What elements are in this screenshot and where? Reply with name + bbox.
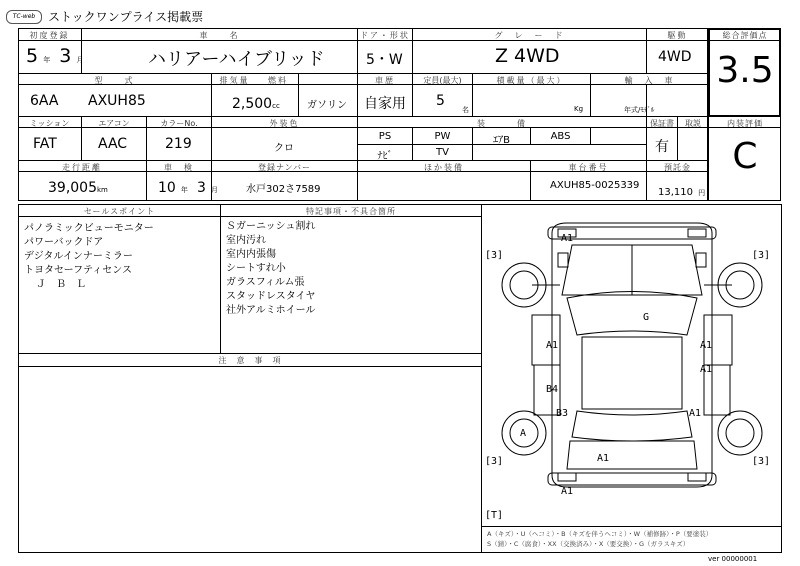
logo-text: TC-web (12, 13, 36, 20)
load-unit: Kg (574, 105, 584, 113)
import-unit: 年式/ﾓﾃﾞﾙ (624, 106, 655, 114)
version-label: ver 00000001 (708, 555, 758, 563)
damage-mark: A1 (700, 364, 713, 375)
license-plate: 水戸302さ7589 (246, 184, 321, 195)
list-item: シートすれ小 (226, 263, 286, 274)
damage-mark: A1 (689, 408, 702, 419)
list-item: 社外アルミホイール (226, 305, 316, 316)
door-header: ドア・形状 (360, 31, 410, 40)
displacement-unit: cc (272, 102, 280, 110)
reg-year-unit: 年 (43, 56, 51, 64)
deposit-header: 預託金 (664, 163, 691, 172)
inspection-header: 車 検 (164, 163, 194, 172)
equip-pw: PW (434, 131, 451, 142)
deposit-unit: 円 (698, 189, 706, 197)
tire-tread-rear-left: [3] (485, 456, 504, 467)
mileage-unit: km (97, 186, 108, 194)
list-item: Ｓガーニッシュ割れ (226, 221, 316, 232)
reg-month: 3 (59, 45, 72, 67)
warranty-header: 保証書 (650, 119, 674, 128)
plate-header: 登録ナンバー (257, 163, 312, 172)
car-damage-diagram (482, 205, 780, 525)
caution-title: 注 意 事 項 (218, 356, 282, 365)
mileage-value: 39,005 (48, 180, 97, 196)
mileage (48, 177, 108, 196)
legend-line: S（錆）・C（腐食）・XX（交換済み）・X（要交換）・G（ガラスキズ） (487, 540, 690, 548)
model-header: 型 式 (94, 76, 135, 85)
score-header: 総合評価点 (722, 31, 768, 40)
equip-navi: ﾅﾋﾞ (377, 151, 393, 162)
list-item: パノラミックビューモニター (24, 223, 154, 234)
tire-tread-front-left: [3] (485, 250, 504, 261)
interior-score: C (732, 136, 758, 177)
reg-month-unit: 月 (76, 56, 84, 64)
reg-date (26, 45, 83, 67)
reg-year: 5 (26, 45, 39, 67)
mission-header: ミッション (29, 119, 70, 128)
damage-mark: G (643, 312, 650, 323)
manual-header: 取説 (685, 119, 701, 128)
overall-score: 3.5 (716, 50, 774, 91)
inspection-year: 10 (158, 180, 176, 196)
list-item: ガラスフィルム張 (226, 277, 305, 288)
list-item: スタッドレスタイヤ (226, 291, 316, 302)
damage-mark: B3 (556, 408, 569, 419)
sales-points-title: セールスポイント (83, 207, 156, 216)
mission-type: FAT (33, 136, 57, 152)
load-header: 積載量（最大） (496, 76, 567, 85)
exterior-color: クロ (274, 143, 294, 154)
capacity-unit: 名 (462, 106, 469, 114)
equip-ps: PS (378, 131, 392, 142)
car-name-header: 車 名 (199, 31, 240, 40)
damage-mark: A1 (597, 453, 610, 464)
deposit (658, 180, 705, 199)
inspection-month: 3 (197, 180, 206, 196)
other-equip-header: ほか装備 (424, 163, 464, 172)
special-notes-title: 特記事項・不具合箇所 (306, 207, 396, 216)
displacement-value: 2,500 (232, 96, 273, 112)
damage-mark: A (520, 428, 527, 439)
special-notes-list (226, 220, 316, 318)
equip-tv: TV (436, 147, 449, 158)
fuel-type: ガソリン (307, 100, 347, 111)
usage-type: 自家用 (364, 96, 406, 112)
door-type: 5・W (366, 52, 403, 68)
legend-line: A（キズ）・U（ヘコミ）・B（キズを伴うヘコミ）・W（補修跡）・P（要塗装） (487, 530, 713, 538)
damage-mark: A1 (700, 340, 713, 351)
chassis-header: 車台番号 (568, 163, 609, 172)
list-item: 室内内張傷 (226, 249, 276, 260)
list-item: パワーバックドア (24, 237, 104, 248)
model-code: AXUH85 (88, 93, 146, 109)
inspection-month-unit: 月 (211, 186, 219, 194)
equip-airbag: ｴｱB (493, 135, 510, 146)
deposit-value: 13,110 (658, 187, 693, 198)
inspection-date (158, 177, 218, 196)
damage-mark: B4 (546, 384, 559, 395)
reg-date-header: 初度登録 (29, 31, 70, 40)
warranty-value: 有 (655, 139, 669, 155)
page-title: ストックワンプライス掲載票 (48, 10, 204, 24)
mileage-header: 走行距離 (62, 163, 102, 172)
list-item: デジタルインナーミラー (24, 251, 133, 262)
damage-mark: A1 (561, 486, 574, 497)
equip-abs: ABS (550, 131, 571, 142)
chassis-number: AXUH85-0025339 (550, 180, 640, 191)
tire-tread-rear-right: [3] (752, 456, 771, 467)
color-number: 219 (165, 136, 192, 152)
ac-header: エアコン (98, 119, 130, 128)
usage-header: 車歴 (375, 76, 395, 85)
grade-header: グ レ ー ド (494, 31, 565, 40)
tire-tread-spare: [T] (485, 510, 504, 521)
displacement (232, 93, 280, 112)
list-item: 室内汚れ (226, 235, 266, 246)
capacity-header: 定員(最大) (423, 76, 462, 85)
cc-header: 排気量 (219, 76, 250, 85)
capacity-value: 5 (436, 93, 445, 109)
equipment-header: 装 備 (477, 119, 527, 128)
tire-tread-front-right: [3] (752, 250, 771, 261)
damage-legend (487, 529, 712, 549)
damage-mark: A1 (546, 340, 559, 351)
drive-type: 4WD (658, 49, 692, 65)
damage-mark: A1 (561, 233, 574, 244)
inspection-year-unit: 年 (180, 186, 188, 194)
list-item: Ｊ Ｂ Ｌ (36, 279, 86, 290)
ac-type: AAC (98, 136, 128, 152)
color-no-header: カラーNo. (160, 119, 198, 128)
list-item: トヨタセーフティセンス (24, 265, 132, 276)
model-prefix: 6AA (30, 93, 59, 109)
fuel-header: 燃料 (268, 76, 288, 85)
interior-header: 内装評価 (727, 119, 763, 128)
sales-points-list (24, 222, 154, 292)
grade: Z 4WD (495, 45, 560, 67)
import-header: 輸 入 車 (624, 76, 675, 85)
car-name: ハリアーハイブリッド (148, 49, 325, 70)
ext-color-header: 外装色 (269, 119, 300, 128)
drive-header: 駆動 (667, 31, 688, 40)
